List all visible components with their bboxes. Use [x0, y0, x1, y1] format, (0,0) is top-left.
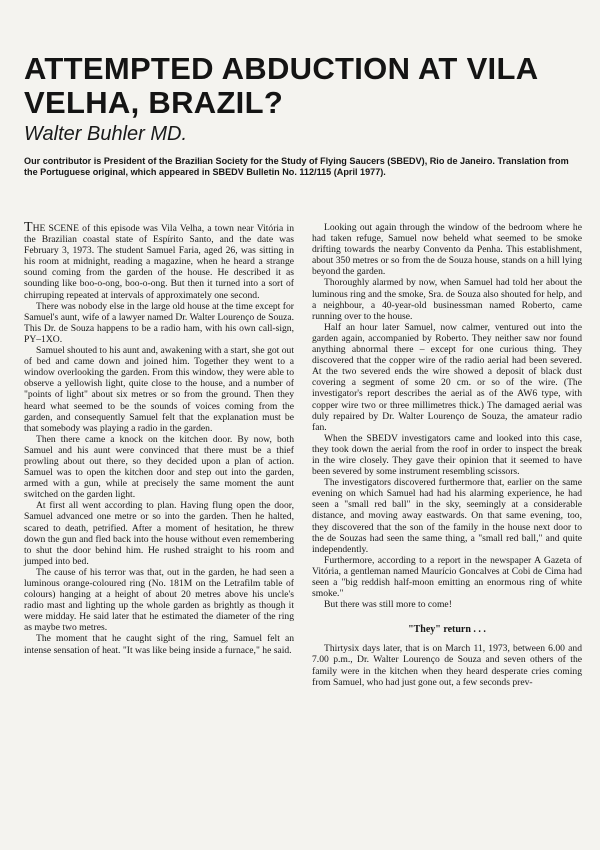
- paragraph: But there was still more to come!: [324, 599, 452, 611]
- section-subheading: "They" return . . .: [408, 624, 486, 636]
- paragraph: Half an hour later Samuel, now calmer, ventured out into the garden again, accompanied by Roberto. They neither saw nor found anything abnormal there – except for one curious thing. They discovered that the copper wire of the radio aerial had been severed. At the two severed ends the wire showed a deposit of black dust covering a segment of some 20 cm. or so of the wire. (The investigator's report describes the aerial as of the AW6 type, with copper wire two or three millimetres thick.) The damaged aerial was duly repaired by Dr. Walter Lourenço de Souza, the amateur radio fan.: [312, 321, 582, 433]
- paragraph: The investigators discovered furthermore that, earlier on the same evening on which Samuel had had his alarming experience, he had seen a "small red ball" in the sky, seemingly at a considerable distance, and moving away eastwards. On that same evening, too, they discovered that the son of the family in the house next door to the de Souzas had seen the same thing, a "small red ball," and quite independently.: [312, 477, 582, 555]
- paragraph: Samuel shouted to his aunt and, awakening with a start, she got out of bed and came down and joined him. Together they went to a window overlooking the garden. From this window, they were able to observe a yellowish light, quite close to the house, and a number of "points of light" about six metres or so from the ground. Then they heard what seemed to be the sounds of voices coming from the garden, and consequently Samuel felt that the explanation must be that somebody was playing a radio in the garden.: [24, 345, 294, 434]
- paragraph: Then there came a knock on the kitchen door. By now, both Samuel and his aunt were convinced that there must be a thief prowling about out there, so they decided upon a plan of action. Samuel was to open the kitchen door and step out into the garden, armed with a gun, while at precisely the same moment the aunt switched on the garden light.: [24, 433, 294, 501]
- article-title: ATTEMPTED ABDUCTION AT VILA VELHA, BRAZIL?: [24, 51, 538, 120]
- paragraph: The cause of his terror was that, out in the garden, he had seen a luminous orange-coloured ring (No. 181M on the Letrafilm table of colours) hanging at a height of about 20 metres above his uncle's radio mast and lighting up the whole garden as brightly as though it were midday. He said later that he estimated the diameter of the ring as maybe two metres.: [24, 566, 294, 634]
- paragraph: At first all went according to plan. Having flung open the door, Samuel advanced one metre or so into the garden. Then he halted, scared to death, petrified. After a moment of hesitation, he threw down the gun and fled back into the house without even remembering to shut the door behind him. He rushed straight to his room and jumped into bed.: [24, 500, 294, 567]
- article-author: Walter Buhler MD.: [24, 123, 188, 145]
- paragraph: Thirtysix days later, that is on March 11, 1973, between 6.00 and 7.00 p.m., Dr. Walter Lourenço de Souza and seven others of the family were in the kitchen when they heard desperate cries coming from Samuel, who had just gone out, a few seconds prev-: [312, 643, 582, 688]
- paragraph: When the SBEDV investigators came and looked into this case, they took down the aerial from the roof in order to inspect the break in the wire closely. They gave their opinion that it seemed to have been severed by some instrument resembling scissors.: [312, 432, 582, 478]
- paragraph: Thoroughly alarmed by now, when Samuel had told her about the luminous ring and the smoke, Sra. de Souza also shouted for help, and a neighbour, a 40-year-old businessman named Roberto, came running over to the house.: [312, 277, 582, 322]
- paragraph: THE SCENE of this episode was Vila Velha, a town near Vitória in the Brazilian coastal state of Espírito Santo, and the date was February 3, 1973. The student Samuel Faria, aged 26, was sitting in his room at midnight, reading a magazine, when he heard a strange sound coming from the garden of the house. He described it as sounding like boo-o-ong, boo-o-ong. But then it turned into a sort of chirruping repeated at intervals of approximately one second.: [24, 220, 294, 301]
- article-intro: Our contributor is President of the Brazilian Society for the Study of Flying Saucers (SBEDV), Rio de Janeiro. Translation from the Portuguese original, which appeared in SBEDV Bulletin No. 112/115 (April 1977).: [24, 156, 569, 178]
- paragraph: Looking out again through the window of the bedroom where he had taken refuge, Samuel now beheld what seemed to be smoke drifting towards the nearby Convento da Penha. This establishment, about 350 metres or so from the de Souza house, stands on a hill lying beyond the garden.: [312, 222, 582, 278]
- left-column: [24, 222, 294, 656]
- paragraph: The moment that he caught sight of the ring, Samuel felt an intense sensation of heat. "It was like being inside a furnace," he said.: [24, 633, 294, 656]
- right-column: [312, 222, 582, 688]
- paragraph: Furthermore, according to a report in the newspaper A Gazeta of Vitória, a gentleman named Maurício Goncalves at Cobi de Cima had seen a "big reddish half-moon emitting an enormous ring of white smoke.": [312, 554, 582, 600]
- paragraph: There was nobody else in the large old house at the time except for Samuel's aunt, wife of a lawyer named Dr. Walter Lourenço de Souza. This Dr. de Souza happens to be a radio ham, with his own call-sign, PY–1XO.: [24, 300, 294, 345]
